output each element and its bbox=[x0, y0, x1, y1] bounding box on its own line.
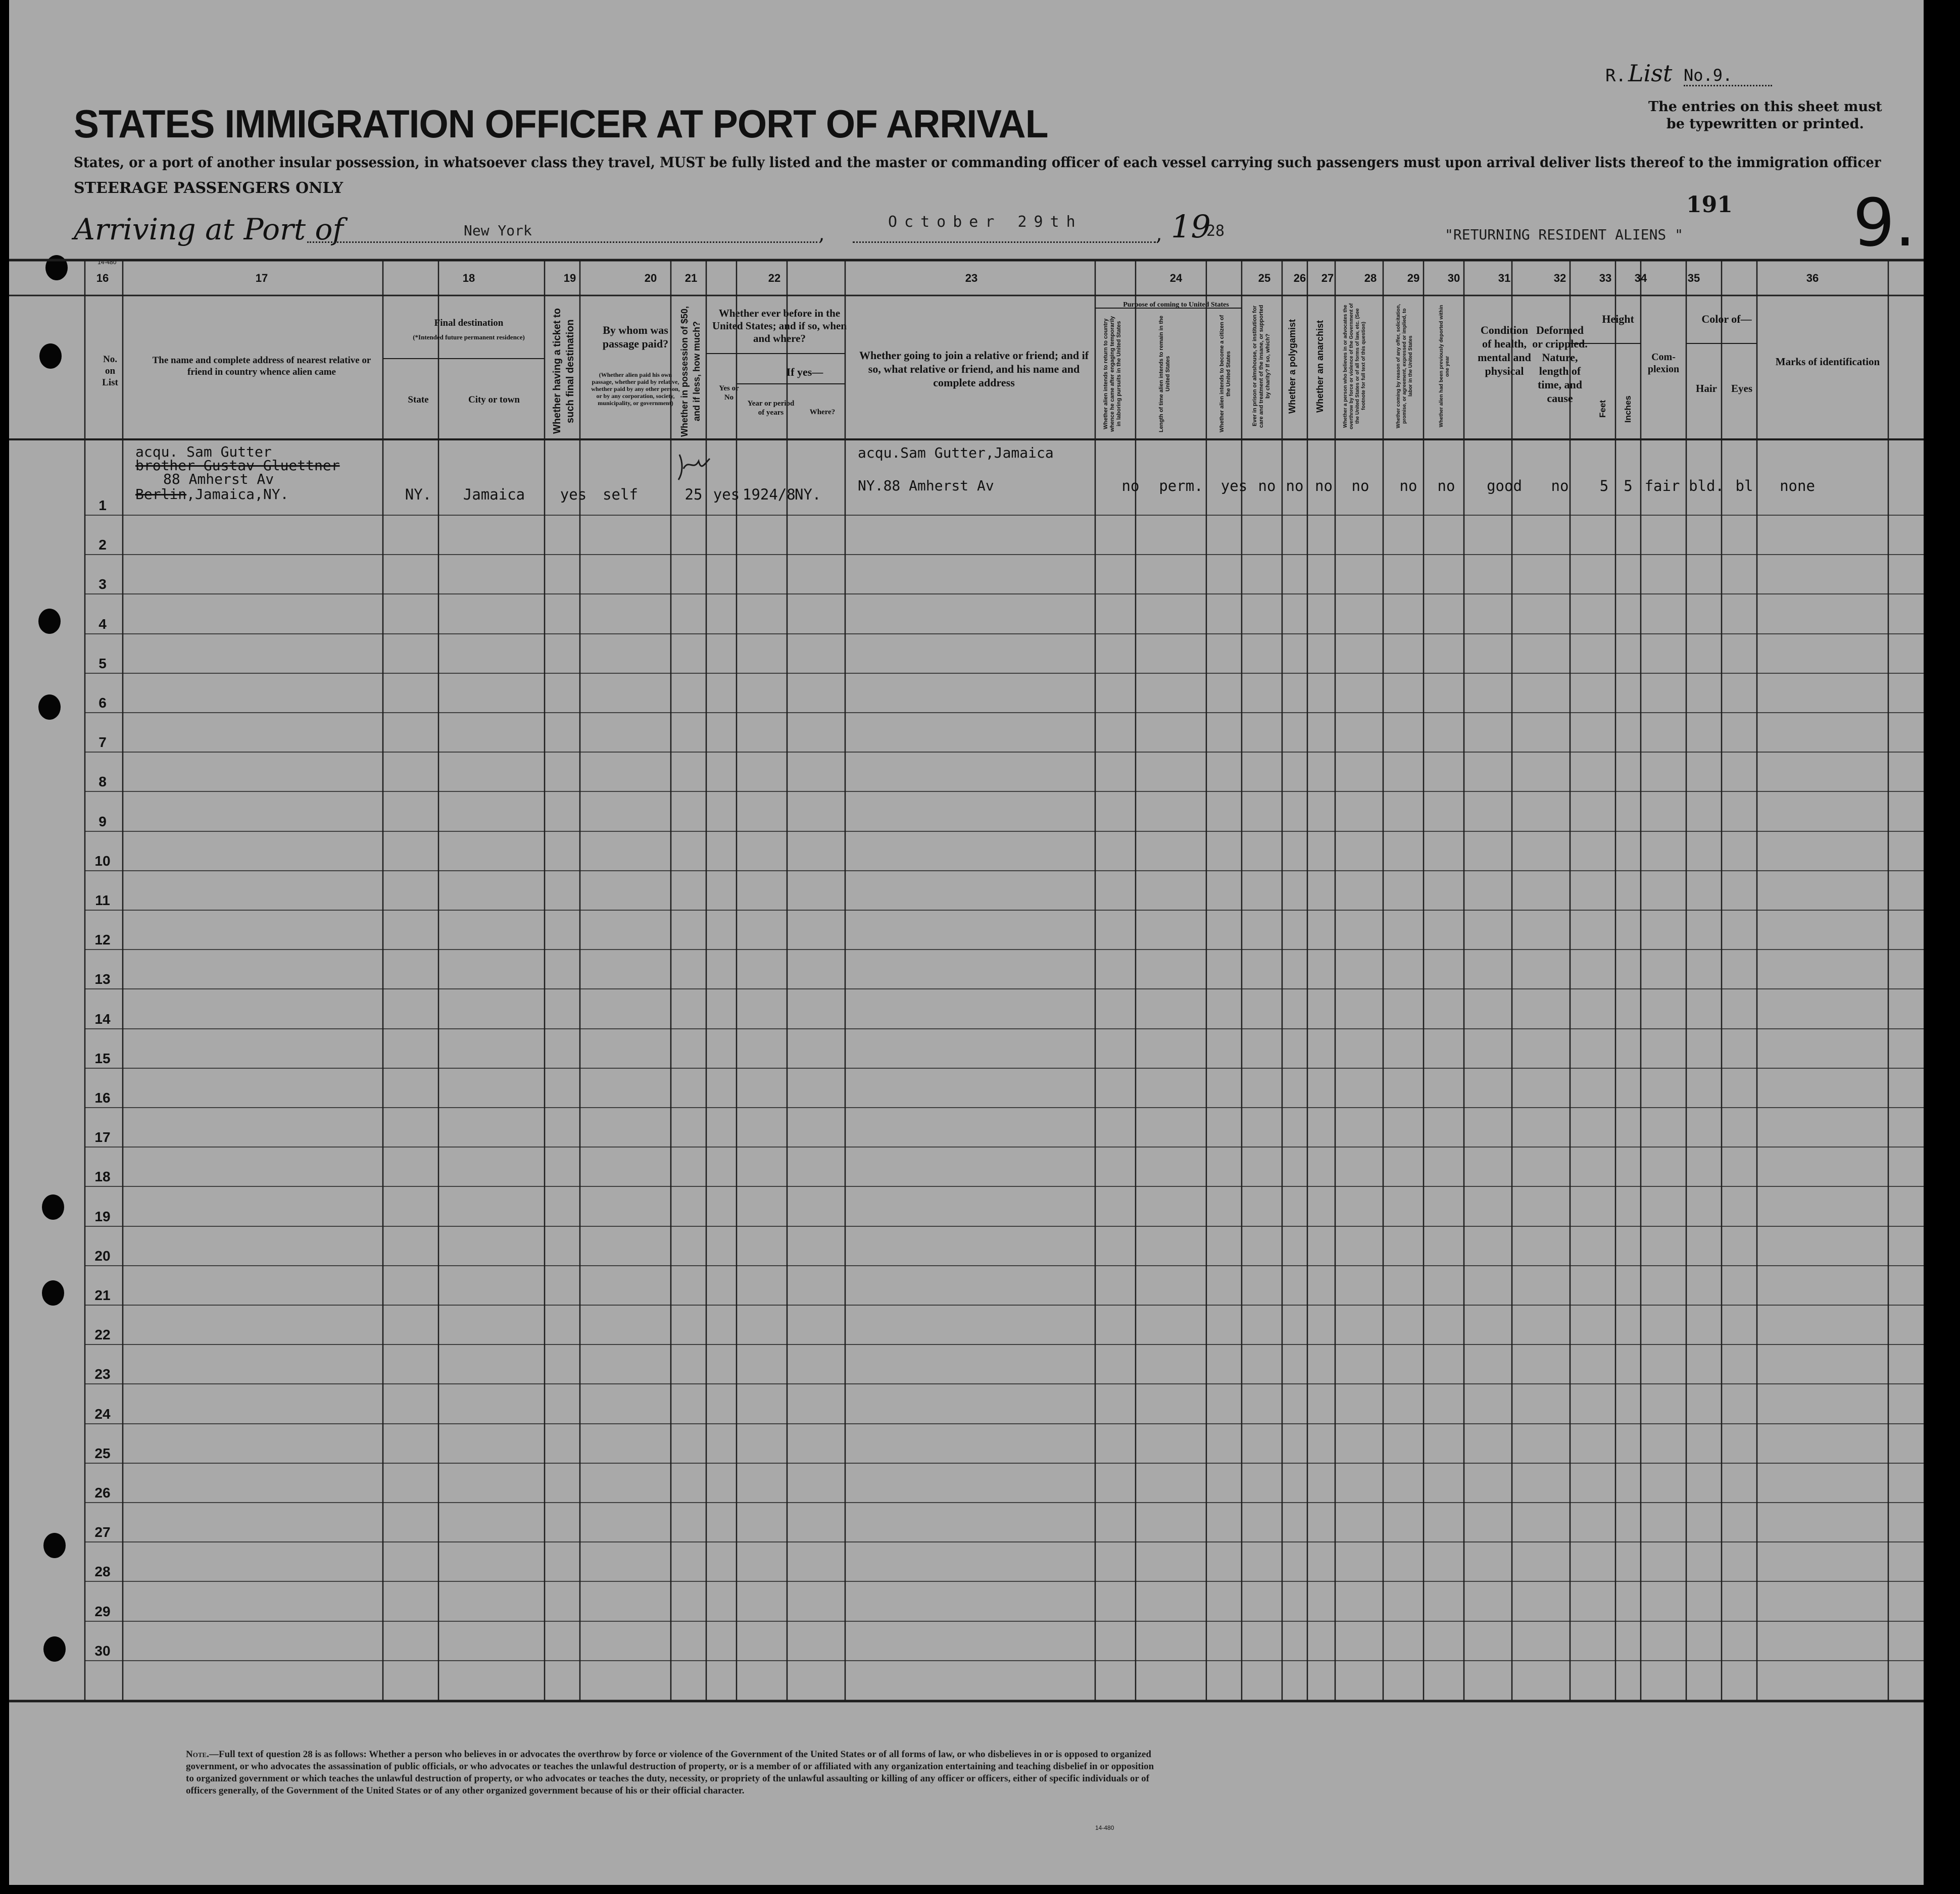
passenger-class: STEERAGE PASSENGERS ONLY bbox=[74, 179, 344, 197]
entry-complexion: fair bbox=[1644, 477, 1680, 494]
column-number: 36 bbox=[1806, 272, 1819, 284]
entry-deformed: no bbox=[1551, 477, 1569, 494]
column-number: 18 bbox=[462, 272, 475, 284]
row-number: 16 bbox=[94, 1090, 111, 1106]
color-of-header: Color of— bbox=[1701, 313, 1752, 325]
entry-join-line2: NY.88 Amherst Av bbox=[858, 477, 994, 494]
eyes-header: Eyes bbox=[1731, 382, 1752, 394]
entry-relative-line3: 88 Amherst Av bbox=[163, 471, 274, 487]
instructions-line: States, or a port of another insular possession, in whatsoever class they travel, MUST be fully listed and the master or commanding officer of each vessel carrying such passengers must upon arrival deliver lists thereof to the immigration officer bbox=[74, 154, 1881, 171]
row-number: 15 bbox=[94, 1050, 111, 1066]
offer-header: Whether coming by reason of any offer, solicitation, promise, or agreement, expressed or implied, to labor in the United States bbox=[1396, 304, 1413, 429]
list-label: List bbox=[1628, 60, 1673, 87]
row-number: 28 bbox=[94, 1564, 111, 1580]
year-printed: 19 bbox=[1171, 208, 1211, 245]
row-number: 20 bbox=[94, 1248, 111, 1264]
column-number: 28 bbox=[1364, 272, 1377, 284]
entry-struck-city: Berlin bbox=[135, 486, 187, 503]
row-number: 30 bbox=[94, 1642, 111, 1659]
column-number: 30 bbox=[1447, 272, 1460, 284]
row-number: 9 bbox=[99, 813, 107, 829]
inches-header: Inches bbox=[1623, 395, 1633, 423]
row-number: 14 bbox=[94, 1011, 111, 1027]
entry-offer: no bbox=[1399, 477, 1417, 494]
overthrow-header: Whether a person who believes in or advocates the overthrow by force or violence of the Government of the United States or of all forms of law, etc. (See footnote for full text of this question) bbox=[1343, 303, 1366, 429]
row-number: 23 bbox=[94, 1366, 111, 1382]
column-number: 23 bbox=[965, 272, 978, 284]
city-header: City or town bbox=[468, 394, 520, 405]
entry-prison: no bbox=[1258, 477, 1276, 494]
been-in-us-header: Whether ever before in the United States; and if so, when and where? bbox=[712, 307, 847, 344]
row-number: 19 bbox=[94, 1208, 111, 1224]
entry-anarchist: no bbox=[1315, 477, 1333, 494]
entry-purpose-return: no bbox=[1121, 477, 1140, 494]
entry-inches: 5 bbox=[1624, 477, 1633, 494]
where-header: Where? bbox=[809, 408, 836, 416]
passage-paid-header: By whom was passage paid? bbox=[602, 324, 669, 350]
year-typed: 28 bbox=[1206, 222, 1225, 240]
row-number: 6 bbox=[99, 695, 107, 711]
no-on-list-header: No. on List bbox=[102, 354, 118, 388]
row-number: 17 bbox=[94, 1129, 111, 1145]
returning-note: "RETURNING RESIDENT ALIENS " bbox=[1445, 226, 1684, 243]
state-header: State bbox=[408, 394, 429, 405]
column-number: 20 bbox=[644, 272, 657, 284]
entry-overthrow: no bbox=[1351, 477, 1369, 494]
handwritten-page-number: 9. bbox=[1853, 184, 1916, 261]
row-number: 12 bbox=[94, 932, 111, 948]
entry-citizen: yes bbox=[1220, 477, 1248, 494]
row-number: 25 bbox=[94, 1445, 111, 1461]
passage-paid-note: (Whether alien paid his own passage, whether paid by relative, whether paid by any other person, or by any corporation, society, municipality, or government) bbox=[591, 371, 680, 407]
footnote bbox=[186, 1749, 1156, 1797]
entry-marks: none bbox=[1780, 477, 1815, 494]
purpose-header: Purpose of coming to United States bbox=[1123, 301, 1229, 309]
column-number: 27 bbox=[1321, 272, 1334, 284]
footnote-label: Note. bbox=[186, 1749, 209, 1760]
list-prefix: R. bbox=[1605, 66, 1626, 86]
polygamist-header: Whether a polygamist bbox=[1287, 319, 1297, 414]
row-number: 24 bbox=[94, 1406, 111, 1422]
join-relative-header: Whether going to join a relative or friend; and if so, what relative or friend, and his name and complete address bbox=[859, 349, 1089, 389]
row-number: 10 bbox=[94, 853, 111, 869]
entry-feet: 5 bbox=[1599, 477, 1609, 494]
column-number: 25 bbox=[1258, 272, 1271, 284]
entry-been-in-us: yes bbox=[713, 486, 740, 503]
entry-relative-line1: acqu. Sam Gutter bbox=[135, 443, 272, 460]
final-destination-note: (*Intended future permanent residence) bbox=[413, 333, 525, 341]
row-number: 3 bbox=[99, 576, 107, 592]
nearest-relative-header: The name and complete address of nearest relative or friend in country whence alien came bbox=[152, 355, 371, 377]
entry-hair: bld. bbox=[1689, 477, 1724, 494]
typewritten-notice: The entries on this sheet must be typewritten or printed. bbox=[1648, 99, 1882, 132]
hair-header: Hair bbox=[1696, 382, 1717, 394]
row-number: 1 bbox=[99, 497, 107, 513]
row-number: 26 bbox=[94, 1485, 111, 1501]
entry-money: 25 bbox=[684, 486, 703, 503]
if-yes-header: If yes— bbox=[786, 366, 823, 378]
entry-period: 1924/8 bbox=[743, 486, 796, 503]
deported-header: Whether alien had been previously deported within one year bbox=[1439, 305, 1450, 428]
row-number: 7 bbox=[99, 734, 107, 751]
row-number: 8 bbox=[99, 774, 107, 790]
column-number: 29 bbox=[1407, 272, 1420, 284]
purpose-return-header: Whether alien intends to return to country whence he came after engaging temporarily in laboring pursuits in the United States bbox=[1103, 316, 1122, 432]
separator-comma: , bbox=[818, 222, 825, 245]
entry-polygamist: no bbox=[1286, 477, 1304, 494]
row-number: 4 bbox=[99, 616, 107, 632]
manifest-sheet bbox=[9, 0, 1924, 1885]
prison-header: Ever in prison or almshouse, or institution for care and treatment of the insane, or supported by charity? If so, which? bbox=[1252, 305, 1271, 428]
entry-state: NY. bbox=[405, 486, 432, 503]
entry-length-of-stay: perm. bbox=[1159, 477, 1203, 494]
handwritten-mark bbox=[673, 448, 714, 484]
column-number: 17 bbox=[255, 272, 268, 284]
period-header: Year or period of years bbox=[747, 400, 795, 417]
column-number: 35 bbox=[1687, 272, 1700, 284]
entry-deported: no bbox=[1437, 477, 1455, 494]
length-of-stay-header: Length of time alien intends to remain in the United States bbox=[1158, 315, 1171, 432]
row-number: 11 bbox=[95, 892, 110, 908]
anarchist-header: Whether an anarchist bbox=[1315, 320, 1325, 413]
list-number: No.9. bbox=[1684, 66, 1772, 86]
row-number: 5 bbox=[99, 655, 107, 671]
column-number: 21 bbox=[684, 272, 698, 284]
row-number: 18 bbox=[94, 1169, 111, 1185]
form-code: 14-480 bbox=[97, 259, 117, 266]
entry-relative-city: ,Jamaica,NY. bbox=[186, 486, 289, 503]
footnote-text: —Full text of question 28 is as follows: Whether a person who believes in or advocates the overthrow by force or violence of the Government of the United States or of all forms of law, or who disbelieves in or is opposed to organized government, or who advocates the assassination of public officials, or who advocates or teaches the unlawful destruction of property, or is a member of or affiliated with any organization entertaining and teaching disbelief in or opposition to organized government or which teaches the unlawful destruction of property, or who advocates or teaches the duty, necessity, or propriety of the unlawful assaulting or killing of any officer or officers, either of specific individuals or of officers generally, of the Government of the United States or of any other organized government because of his or their official character. bbox=[186, 1749, 1154, 1796]
column-number: 19 bbox=[563, 272, 576, 284]
money-header: Whether in possession of $50, and if less, how much? bbox=[679, 306, 702, 437]
complexion-header: Com- plexion bbox=[1647, 352, 1680, 375]
column-number: 24 bbox=[1169, 272, 1183, 284]
arriving-label: Arriving at Port of bbox=[74, 212, 344, 246]
row-number: 2 bbox=[99, 537, 107, 553]
height-header: Height bbox=[1602, 313, 1634, 325]
health-header: Condition of health, mental and physical bbox=[1478, 324, 1531, 377]
entry-health: good bbox=[1487, 477, 1522, 494]
row-number: 29 bbox=[94, 1603, 111, 1619]
column-number: 26 bbox=[1293, 272, 1306, 284]
row-number: 13 bbox=[94, 971, 111, 987]
feet-header: Feet bbox=[1598, 400, 1607, 418]
column-number: 34 bbox=[1634, 272, 1647, 284]
entry-city: Jamaica bbox=[463, 486, 525, 503]
column-number: 32 bbox=[1553, 272, 1566, 284]
entry-ticket: yes bbox=[560, 486, 587, 503]
become-citizen-header: Whether alien intends to become a citizen of the United States bbox=[1219, 315, 1232, 433]
separator-comma: , bbox=[1156, 222, 1162, 245]
year-prefix: 191 bbox=[1686, 192, 1733, 218]
port-name: New York bbox=[464, 222, 532, 239]
arrival-date: October 29th bbox=[888, 213, 1083, 231]
entry-eyes: bl bbox=[1735, 477, 1753, 494]
column-number: 33 bbox=[1599, 272, 1612, 284]
ticket-header: Whether having a ticket to such final destination bbox=[552, 308, 576, 434]
column-number: 22 bbox=[768, 272, 781, 284]
entry-where: NY. bbox=[795, 486, 821, 503]
entry-join-line1: acqu.Sam Gutter,Jamaica bbox=[858, 444, 1054, 461]
footer-form-code: 14-480 bbox=[1095, 1824, 1114, 1831]
row-number: 21 bbox=[94, 1287, 111, 1303]
final-destination-header: Final destination bbox=[434, 318, 504, 328]
entry-relative-struck: brother Gustav Gluettner bbox=[135, 457, 340, 474]
column-number: 31 bbox=[1498, 272, 1511, 284]
deformed-header: Deformed or crippled. Nature, length of time, and cause bbox=[1532, 324, 1588, 405]
yes-no-header: Yes or No bbox=[719, 384, 739, 402]
page-title: STATES IMMIGRATION OFFICER AT PORT OF ARRIVAL bbox=[74, 102, 1048, 146]
entry-paid-by: self bbox=[603, 486, 638, 503]
row-number: 27 bbox=[94, 1524, 111, 1540]
row-number: 22 bbox=[94, 1327, 111, 1343]
marks-header: Marks of identification bbox=[1775, 356, 1880, 368]
entry-relative-line4 bbox=[135, 486, 288, 503]
column-number: 16 bbox=[96, 272, 109, 284]
